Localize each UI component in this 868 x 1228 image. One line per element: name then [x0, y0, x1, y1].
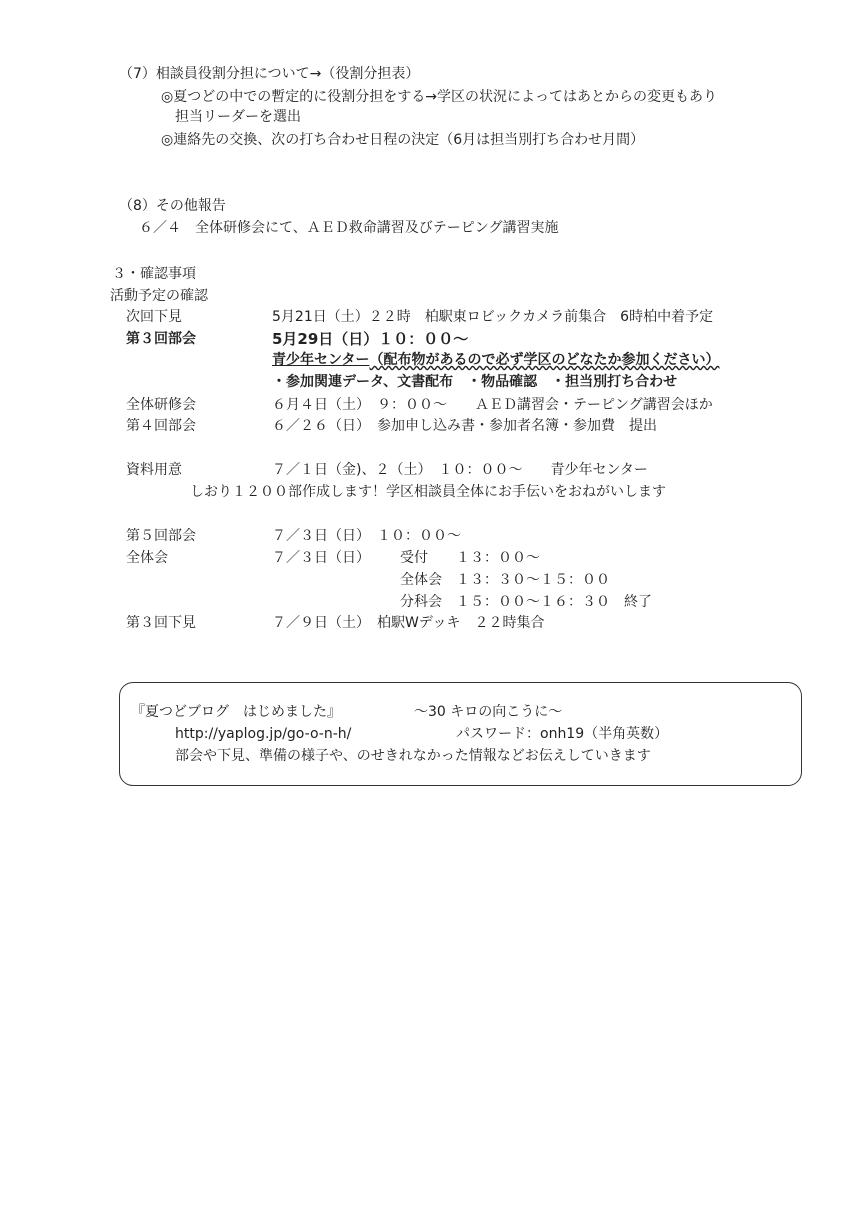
schedule-place: [272, 350, 719, 370]
schedule-text: ７／３日（日） １０：００～: [272, 528, 461, 544]
blog-description: 部会や下見、準備の様子や、のせきれなかった情報などお伝えしていきます: [175, 748, 651, 764]
section-8-line-1: ６／４ 全体研修会にて、ＡＥＤ救命講習及びテーピング講習実施: [139, 220, 559, 236]
schedule-detail: 全体会 １３：３０～１５：００: [400, 572, 610, 588]
section-7-line-1: ◎夏つどの中での暫定的に役割分担をする→学区の状況によってはあとからの変更もあり: [161, 89, 717, 105]
schedule-label: 全体研修会: [126, 397, 196, 413]
schedule-detail: 分科会 １５：００～１６：３０ 終了: [400, 594, 652, 610]
schedule-label: 第４回部会: [126, 418, 196, 434]
section-3-heading: ３・確認事項: [112, 266, 196, 282]
blog-url-link[interactable]: http://yaplog.jp/go-o-n-h/: [175, 726, 352, 742]
blog-title: 『夏つどブログ はじめました』: [131, 704, 341, 720]
schedule-label: 資料用意: [126, 462, 182, 478]
section-7-line-2: 担当リーダーを選出: [175, 109, 301, 125]
blog-password: パスワード：onh19（半角英数）: [456, 726, 669, 742]
schedule-text: 5月21日（土）２２時 柏駅東ロビックカメラ前集合 6時柏中着予定: [272, 309, 714, 325]
section-8-heading: （8）その他報告: [119, 198, 226, 214]
schedule-items: ・参加関連データ、文書配布 ・物品確認 ・担当別打ち合わせ: [272, 374, 678, 390]
schedule-date: ７／３日（日）: [272, 550, 370, 566]
blog-subtitle: ～30 キロの向こうに～: [414, 704, 563, 720]
schedule-label: 第５回部会: [126, 528, 196, 544]
schedule-place-note: （配布物があるので必ず学区のどなたか参加ください）: [369, 352, 720, 368]
section-7-heading: （7）相談員役割分担について→（役割分担表）: [119, 66, 420, 82]
section-3-subheading: 活動予定の確認: [110, 288, 208, 304]
schedule-text: ７／９日（土） 柏駅Wデッキ ２２時集合: [272, 615, 545, 631]
schedule-label: 第３回下見: [126, 615, 196, 631]
schedule-place-name: 青少年センター: [272, 352, 370, 368]
schedule-text: ６／２６（日） 参加申し込み書・参加者名簿・参加費 提出: [272, 418, 657, 434]
schedule-note: しおり１２００部作成します！学区相談員全体にお手伝いをおねがいします: [190, 484, 666, 500]
schedule-label: 次回下見: [126, 309, 182, 325]
schedule-detail: 受付 １３：００～: [400, 550, 540, 566]
schedule-label: 第３回部会: [126, 331, 196, 347]
schedule-text: ７／１日（金)、２（土） １０：００～ 青少年センター: [272, 462, 648, 478]
schedule-label: 全体会: [126, 550, 168, 566]
section-7-line-3: ◎連絡先の交換、次の打ち合わせ日程の決定（6月は担当別打ち合わせ月間）: [161, 132, 645, 148]
schedule-text: 5月29日（日）１０：００～: [272, 330, 469, 348]
schedule-text: ６月４日（土） ９：００～ ＡＥＤ講習会・テーピング講習会ほか: [272, 397, 713, 413]
